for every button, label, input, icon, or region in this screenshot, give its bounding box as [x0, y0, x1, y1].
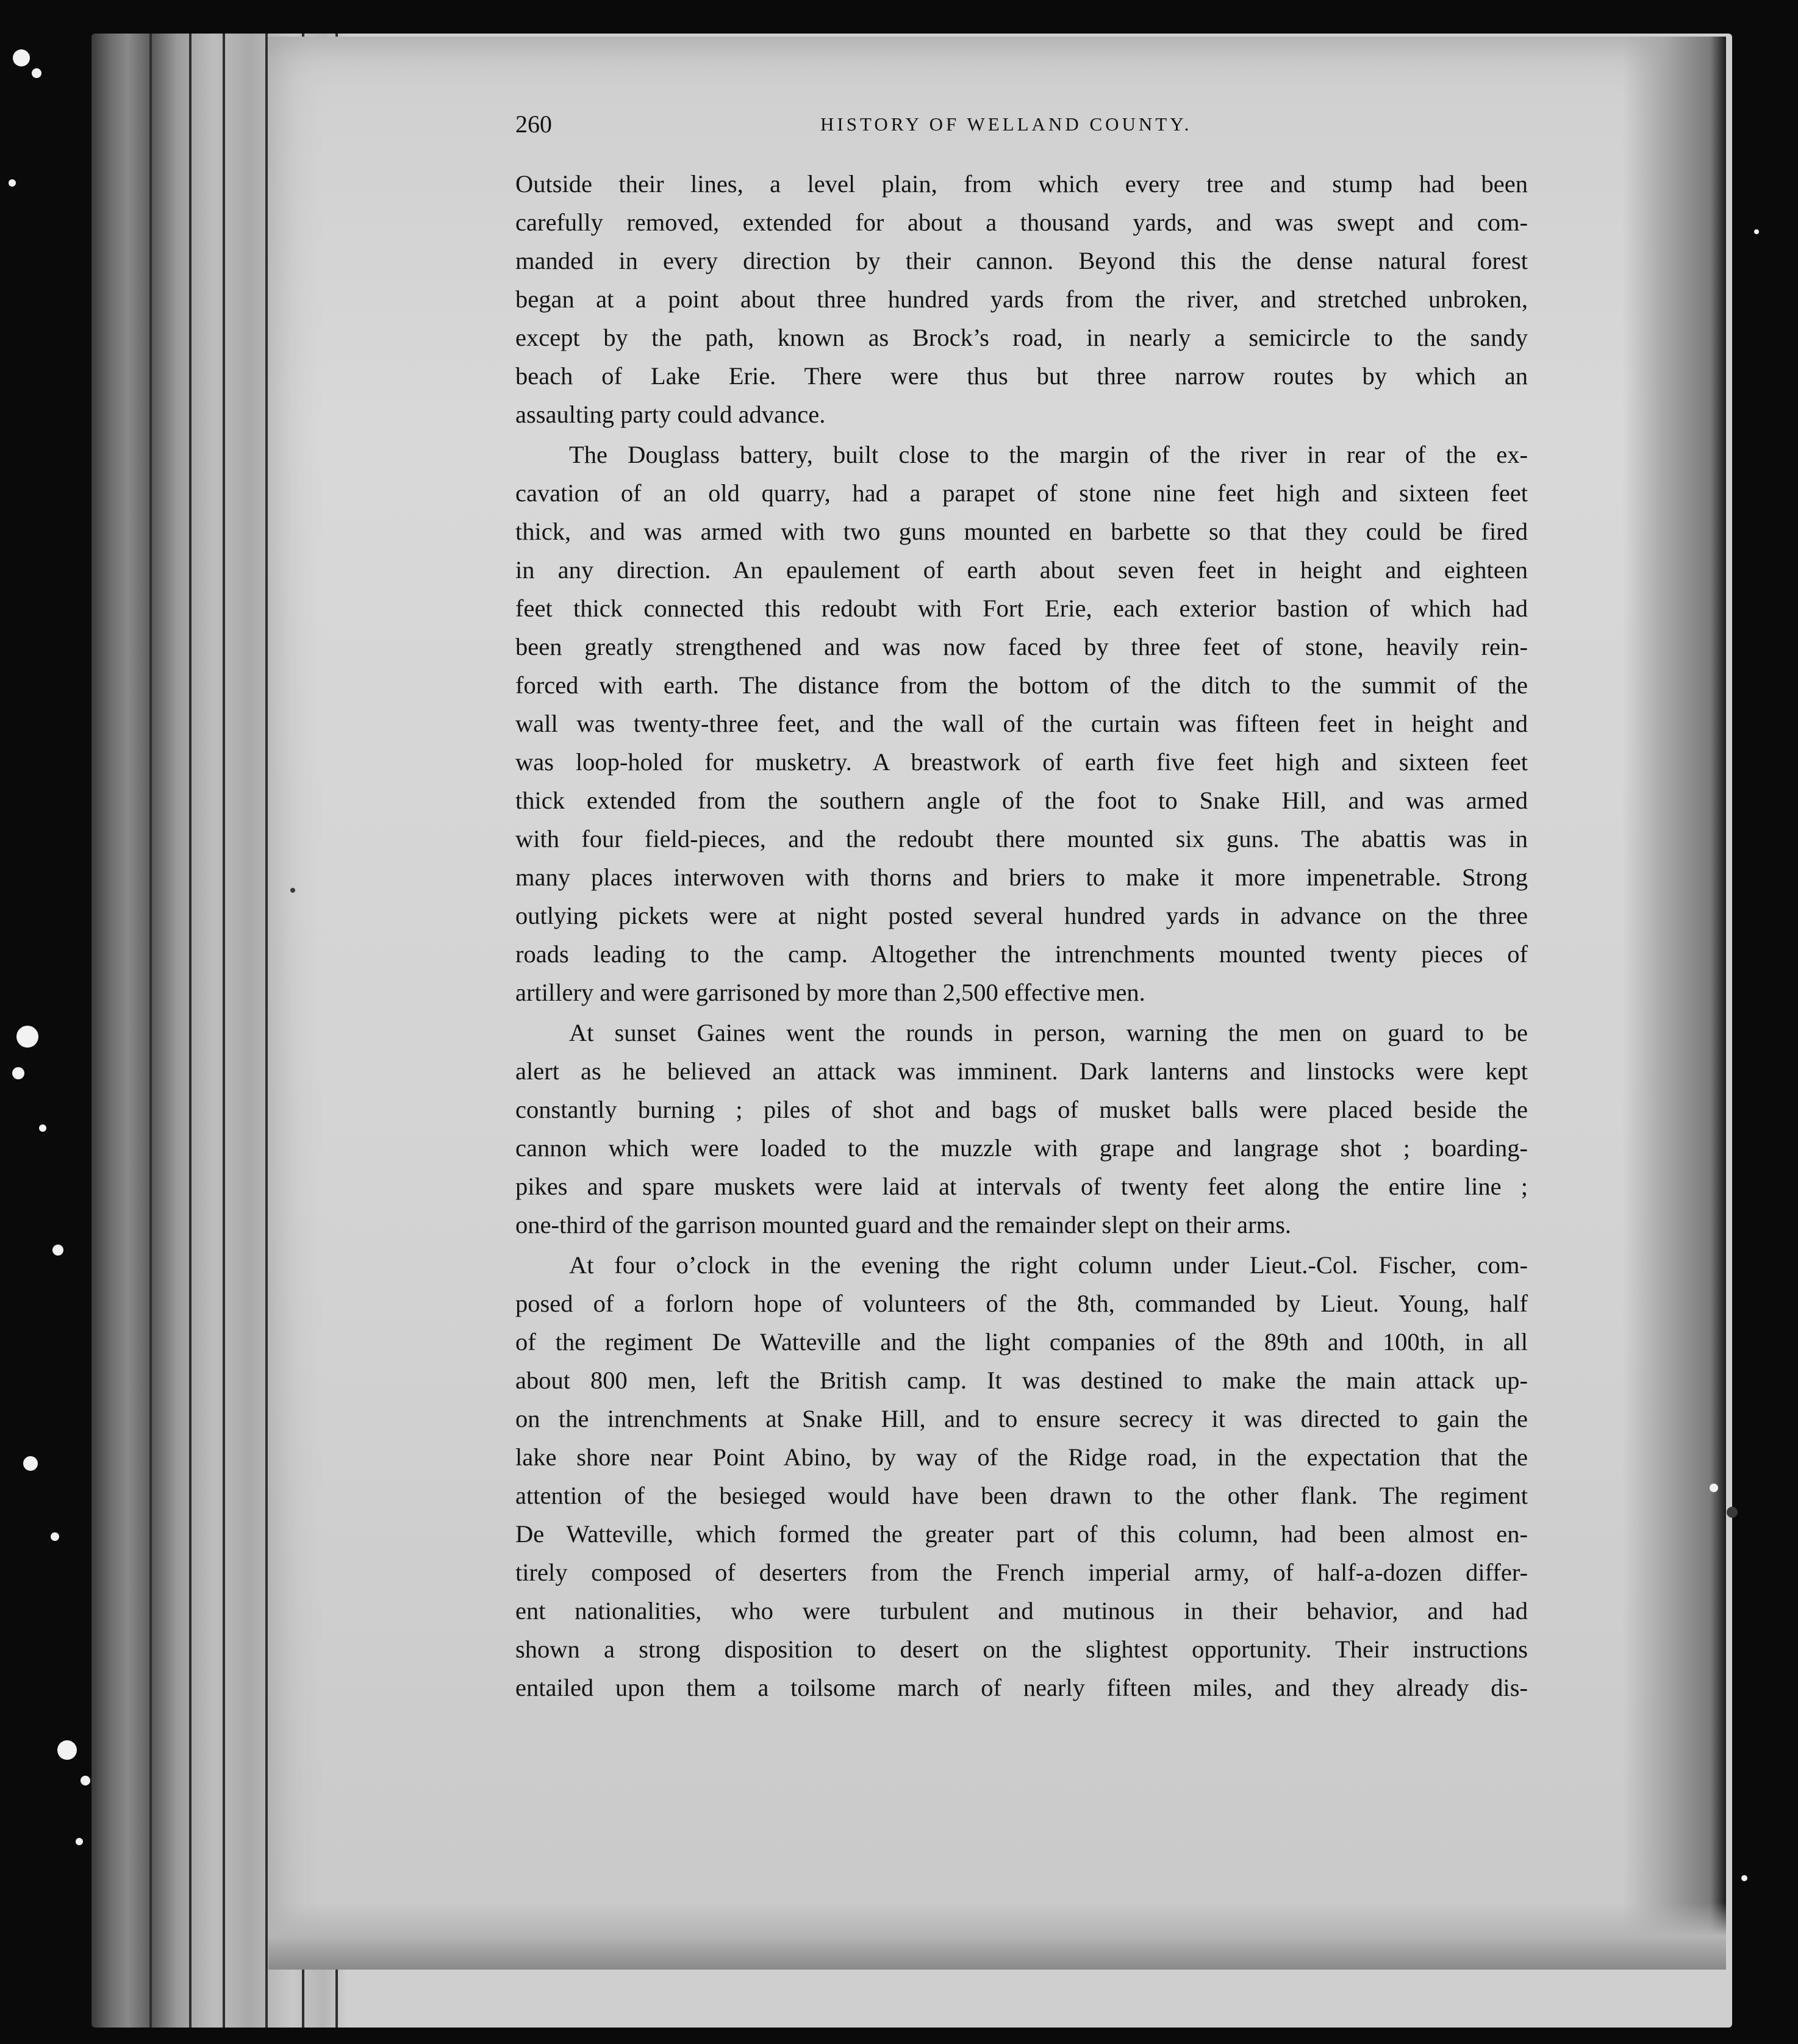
text-line: was loop-holed for musketry. A breastwork of earth five feet high and sixteen feet — [515, 748, 1528, 776]
text-line: constantly burning ; piles of shot and bags of musket balls were placed beside the — [515, 1096, 1528, 1123]
text-line: entailed upon them a toilsome march of nearly fifteen miles, and they already dis- — [515, 1674, 1528, 1701]
text-line: thick extended from the southern angle of the foot to Snake Hill, and was armed — [515, 787, 1528, 814]
paragraph-4 — [515, 1246, 1528, 1707]
text-line: in any direction. An epaulement of earth about seven feet in height and eighteen — [515, 556, 1528, 584]
text-line: beach of Lake Erie. There were thus but three narrow routes by which an — [515, 362, 1528, 390]
paragraph-2 — [515, 435, 1528, 1012]
text-line: forced with earth. The distance from the bottom of the ditch to the summit of the — [515, 671, 1528, 699]
text-line: of the regiment De Watteville and the light companies of the 89th and 100th, in all — [515, 1328, 1528, 1356]
text-line: assaulting party could advance. — [515, 401, 826, 428]
text-line: De Watteville, which formed the greater part of this column, had been almost en- — [515, 1520, 1528, 1548]
text-line: carefully removed, extended for about a thousand yards, and was swept and com- — [515, 209, 1528, 236]
text-line: Outside their lines, a level plain, from which every tree and stump had been — [515, 170, 1528, 198]
text-line: tirely composed of deserters from the French imperial army, of half-a-dozen differ- — [515, 1559, 1528, 1586]
text-line: artillery and were garrisoned by more than 2,500 effective men. — [515, 979, 1145, 1006]
text-line: began at a point about three hundred yards from the river, and stretched unbroken, — [515, 285, 1528, 313]
text-line: with four field-pieces, and the redoubt there mounted six guns. The abattis was in — [515, 825, 1528, 852]
text-line: ent nationalities, who were turbulent and mutinous in their behavior, and had — [515, 1597, 1528, 1624]
text-line: lake shore near Point Abino, by way of the Ridge road, in the expectation that the — [515, 1443, 1528, 1471]
text-line: At sunset Gaines went the rounds in person, warning the men on guard to be — [569, 1019, 1528, 1046]
text-line: shown a strong disposition to desert on the slightest opportunity. Their instructions — [515, 1635, 1528, 1663]
text-line: attention of the besieged would have been drawn to the other flank. The regiment — [515, 1482, 1528, 1509]
page-right-edge — [1622, 37, 1726, 1970]
text-line: roads leading to the camp. Altogether the intrenchments mounted twenty pieces of — [515, 940, 1528, 968]
text-line: manded in every direction by their cannon. Beyond this the dense natural forest — [515, 247, 1528, 274]
page-bottom-edge — [268, 1903, 1726, 1970]
text-line: thick, and was armed with two guns mounted en barbette so that they could be fired — [515, 518, 1528, 545]
page-number: 260 — [515, 110, 552, 138]
text-line: cavation of an old quarry, had a parapet of stone nine feet high and sixteen feet — [515, 479, 1528, 507]
paragraph-3 — [515, 1013, 1528, 1244]
paragraph-1 — [515, 165, 1528, 434]
text-line: feet thick connected this redoubt with Fort Erie, each exterior bastion of which had — [515, 595, 1528, 622]
running-head: HISTORY OF WELLAND COUNTY. — [820, 113, 1192, 135]
page-header — [515, 110, 1522, 146]
text-line: many places interwoven with thorns and briers to make it more impenetrable. Strong — [515, 863, 1528, 891]
text-line: except by the path, known as Brock’s road, in nearly a semicircle to the sandy — [515, 324, 1528, 351]
text-line: pikes and spare muskets were laid at intervals of twenty feet along the entire line ; — [515, 1173, 1528, 1200]
page-body — [515, 165, 1528, 1707]
text-line: alert as he believed an attack was imminent. Dark lanterns and linstocks were kept — [515, 1057, 1528, 1085]
text-line: posed of a forlorn hope of volunteers of the 8th, commanded by Lieut. Young, half — [515, 1290, 1528, 1317]
text-line: The Douglass battery, built close to the margin of the river in rear of the ex- — [569, 441, 1528, 468]
text-line: cannon which were loaded to the muzzle with grape and langrage shot ; boarding- — [515, 1134, 1528, 1162]
text-line: At four o’clock in the evening the right column under Lieut.-Col. Fischer, com- — [569, 1251, 1528, 1279]
text-line: outlying pickets were at night posted several hundred yards in advance on the three — [515, 902, 1528, 929]
text-line: been greatly strengthened and was now faced by three feet of stone, heavily rein- — [515, 633, 1528, 660]
text-line: wall was twenty-three feet, and the wall of the curtain was fifteen feet in height and — [515, 710, 1528, 737]
text-line: on the intrenchments at Snake Hill, and to ensure secrecy it was directed to gain the — [515, 1405, 1528, 1432]
text-line: about 800 men, left the British camp. It was destined to make the main attack up- — [515, 1367, 1528, 1394]
text-line: one-third of the garrison mounted guard and the remainder slept on their arms. — [515, 1211, 1291, 1238]
